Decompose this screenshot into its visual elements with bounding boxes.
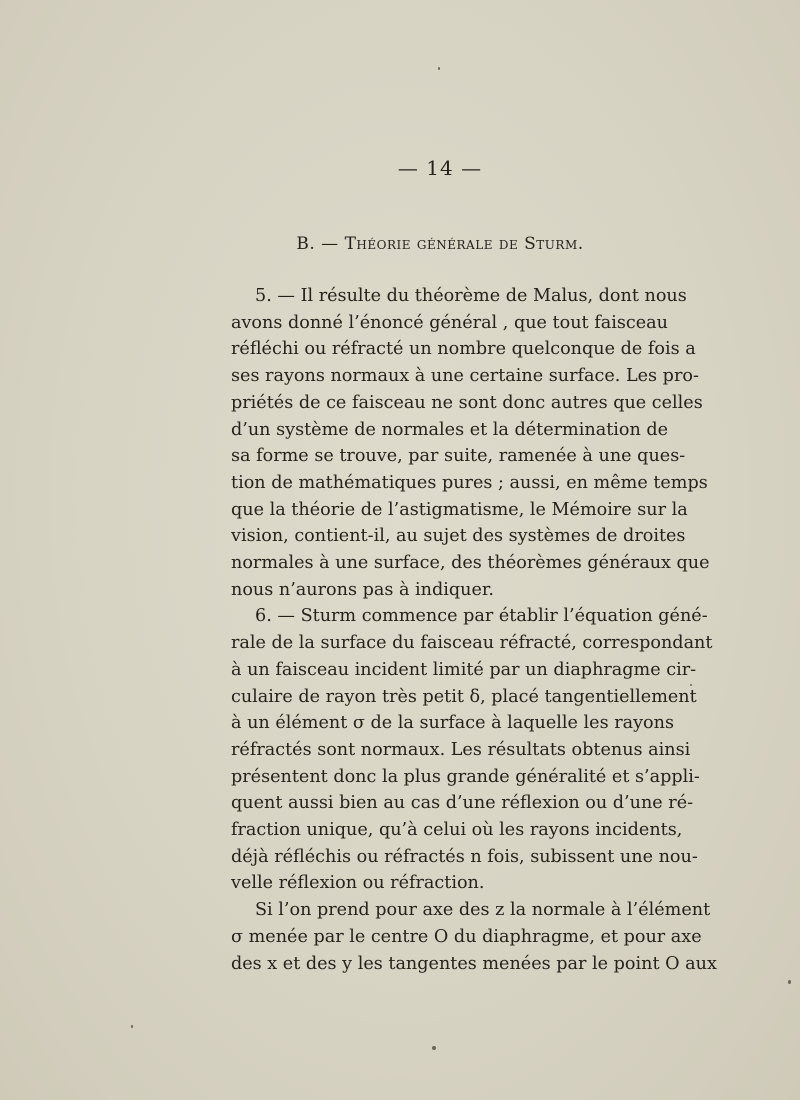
text-line: réfractés sont normaux. Les résultats obtenus ainsi: [231, 739, 691, 760]
body-text: [231, 283, 717, 977]
text-line: tion de mathématiques pures ; aussi, en même temps: [231, 472, 708, 493]
text-line: quent aussi bien au cas d’une réflexion ou d’une ré-: [231, 793, 694, 814]
text-line: sa forme se trouve, par suite, ramenée à une ques-: [231, 446, 686, 467]
text-line: d’un système de normales et la détermination de: [231, 419, 669, 440]
text-line: présentent donc la plus grande généralité et s’appli-: [231, 766, 700, 787]
text-line: vision, contient-il, au sujet des systèmes de droites: [231, 526, 686, 547]
paper-speck: [690, 684, 692, 686]
text-line: 5. — Il résulte du théorème de Malus, dont nous: [255, 286, 687, 306]
text-line: ses rayons normaux à une certaine surface. Les pro-: [231, 366, 699, 387]
text-line: rale de la surface du faisceau réfracté, correspondant: [231, 633, 713, 654]
text-line: σ menée par le centre O du diaphragme, et pour axe: [231, 926, 702, 947]
section-heading-title: Théorie générale de Sturm.: [344, 234, 584, 254]
text-line: à un élément σ de la surface à laquelle les rayons: [231, 713, 674, 734]
text-line: priétés de ce faisceau ne sont donc autres que celles: [231, 392, 703, 413]
page-number: — 14 —: [397, 156, 483, 180]
paper-speck: [432, 1046, 436, 1050]
text-line: Si l’on prend pour axe des z la normale à l’élément: [255, 900, 711, 921]
section-heading-prefix: B. —: [296, 234, 345, 254]
text-line: réfléchi ou réfracté un nombre quelconque de fois a: [231, 339, 696, 360]
text-line: avons donné l’énoncé général , que tout faisceau: [231, 312, 668, 333]
text-line: que la théorie de l’astigmatisme, le Mémoire sur la: [231, 499, 688, 520]
text-line: nous n’aurons pas à indiquer.: [231, 579, 494, 600]
text-line: 6. — Sturm commence par établir l’équation géné-: [255, 606, 708, 627]
text-line: normales à une surface, des théorèmes généraux que: [231, 553, 710, 574]
paper-speck: [788, 980, 791, 984]
text-line: velle réflexion ou réfraction.: [231, 873, 485, 894]
text-line: des x et des y les tangentes menées par le point O aux: [231, 953, 717, 974]
paper-speck: [438, 67, 440, 70]
text-line: culaire de rayon très petit δ, placé tangentiellement: [231, 686, 697, 707]
paper-speck: [131, 1025, 133, 1028]
text-line: déjà réfléchis ou réfractés n fois, subissent une nou-: [231, 846, 698, 867]
text-line: à un faisceau incident limité par un diaphragme cir-: [231, 659, 697, 680]
text-line: fraction unique, qu’à celui où les rayons incidents,: [231, 820, 683, 841]
section-heading: [0, 234, 800, 254]
